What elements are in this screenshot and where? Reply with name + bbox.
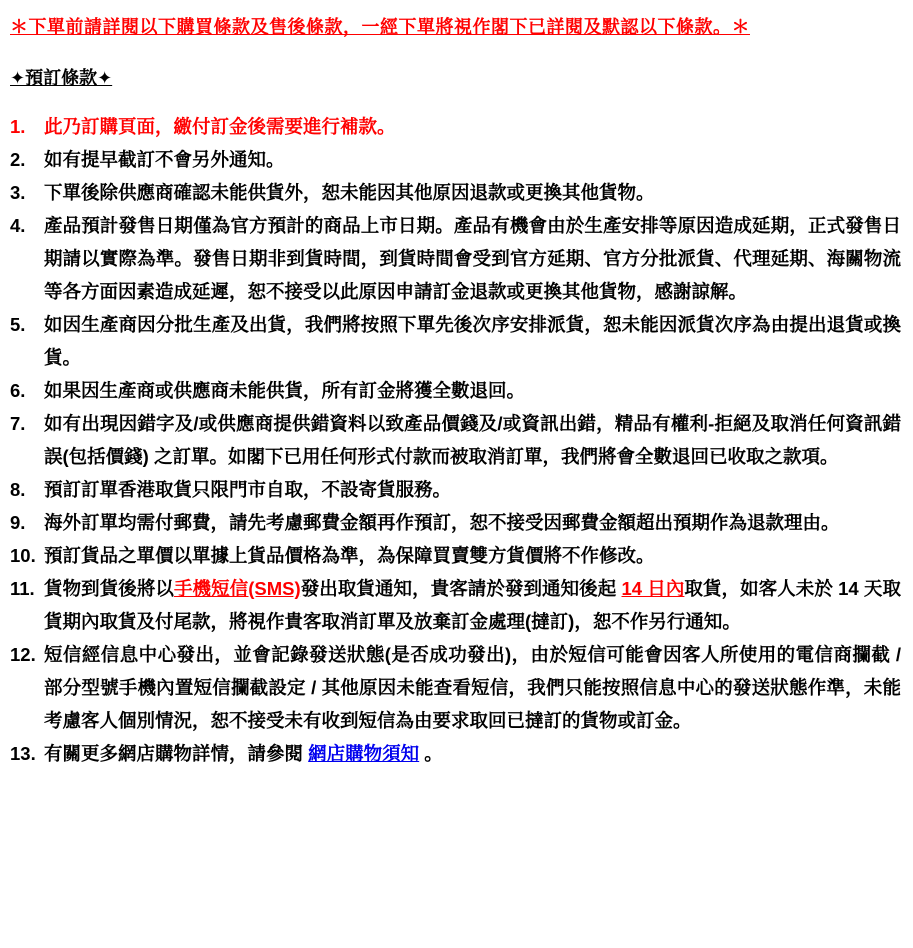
term-item-2: [10, 143, 901, 176]
term-number: 10.: [10, 545, 36, 566]
term-segment: 預訂貨品之單價以單據上貨品價格為準，為保障買賣雙方貨價將不作修改。: [44, 545, 655, 566]
term-text: [44, 110, 901, 143]
term-text: [44, 737, 901, 770]
term-segment: 取貨，如客人未於 14 天取貨期內取貨及付尾款，將視作貴客取消訂單及放棄訂金處理(撻訂)，恕不作另行通知。: [44, 578, 901, 632]
term-segment: 。: [419, 743, 443, 764]
term-number: 13.: [10, 743, 36, 764]
term-number: 9.: [10, 512, 26, 533]
term-segment: 下單後除供應商確認未能供貨外，恕未能因其他原因退款或更換其他貨物。: [44, 182, 655, 203]
term-text: [44, 473, 901, 506]
term-text: [44, 638, 901, 737]
term-item-6: [10, 374, 901, 407]
term-segment: 產品預計發售日期僅為官方預計的商品上市日期。產品有機會由於生產安排等原因造成延期，正式發售日期請以實際為準。發售日期非到貨時間，到貨時間會受到官方延期、官方分批派貨、代理延期、海關物流等各方面因素造成延遲，恕不接受以此原因申請訂金退款或更換其他貨物，感謝諒解。: [44, 215, 901, 302]
term-item-13: [10, 737, 901, 770]
term-text: [44, 506, 901, 539]
term-segment: 短信經信息中心發出，並會記錄發送狀態(是否成功發出)，由於短信可能會因客人所使用的電信商攔截 / 部分型號手機內置短信攔截設定 / 其他原因未能查看短信，我們只能按照信息中心的發送狀態作準，未能考慮客人個別情況，恕不接受未有收到短信為由要求取回已撻訂的貨物或訂金。: [44, 644, 901, 731]
term-item-10: [10, 539, 901, 572]
term-text: [44, 176, 901, 209]
term-item-12: [10, 638, 901, 737]
term-number: 5.: [10, 314, 26, 335]
term-number: 11.: [10, 578, 35, 599]
term-item-4: [10, 209, 901, 308]
term-item-8: [10, 473, 901, 506]
term-number: 7.: [10, 413, 26, 434]
term-text: [44, 209, 901, 308]
term-text: [44, 374, 901, 407]
term-segment: 此乃訂購頁面，繳付訂金後需要進行補款。: [44, 116, 396, 137]
term-segment: 有關更多網店購物詳情，請參閱: [44, 743, 309, 764]
term-item-7: [10, 407, 901, 473]
term-text: [44, 539, 901, 572]
term-number: 6.: [10, 380, 26, 401]
term-text: [44, 572, 901, 638]
page-title: ＊下單前請詳閱以下購買條款及售後條款，一經下單將視作閣下已詳閱及默認以下條款。＊: [10, 17, 750, 37]
term-number: 1.: [10, 116, 26, 137]
term-segment: 14 日內: [621, 578, 685, 599]
term-item-3: [10, 176, 901, 209]
term-segment: 如有出現因錯字及/或供應商提供錯資料以致產品價錢及/或資訊出錯，精品有權利-拒絕及取消任何資訊錯誤(包括價錢) 之訂單。如閣下已用任何形式付款而被取消訂單，我們將會全數退回已收取之款項。: [44, 413, 901, 467]
term-item-1: [10, 110, 901, 143]
term-segment: 發出取貨通知，貴客請於發到通知後起: [300, 578, 622, 599]
term-segment: 海外訂單均需付郵費，請先考慮郵費金額再作預訂，恕不接受因郵費金額超出預期作為退款理由。: [44, 512, 840, 533]
term-number: 8.: [10, 479, 26, 500]
term-segment: 如果因生產商或供應商未能供貨，所有訂金將獲全數退回。: [44, 380, 526, 401]
term-number: 3.: [10, 182, 26, 203]
terms-list: [10, 110, 901, 770]
term-text: [44, 143, 901, 176]
term-number: 4.: [10, 215, 26, 236]
term-text: [44, 407, 901, 473]
term-segment: 手機短信(SMS): [173, 578, 301, 599]
term-segment: 貨物到貨後將以: [44, 578, 174, 599]
section-header: ✦預訂條款✦: [10, 68, 113, 88]
term-segment: 如有提早截訂不會另外通知。: [44, 149, 285, 170]
store-shopping-notice-link[interactable]: 網店購物須知: [308, 743, 420, 764]
term-segment: 預訂訂單香港取貨只限門市自取，不設寄貨服務。: [44, 479, 452, 500]
term-item-11: [10, 572, 901, 638]
term-number: 2.: [10, 149, 26, 170]
term-item-5: [10, 308, 901, 374]
term-number: 12.: [10, 644, 36, 665]
term-segment: 如因生產商因分批生產及出貨，我們將按照下單先後次序安排派貨，恕未能因派貨次序為由提出退貨或換貨。: [44, 314, 901, 368]
term-item-9: [10, 506, 901, 539]
term-text: [44, 308, 901, 374]
